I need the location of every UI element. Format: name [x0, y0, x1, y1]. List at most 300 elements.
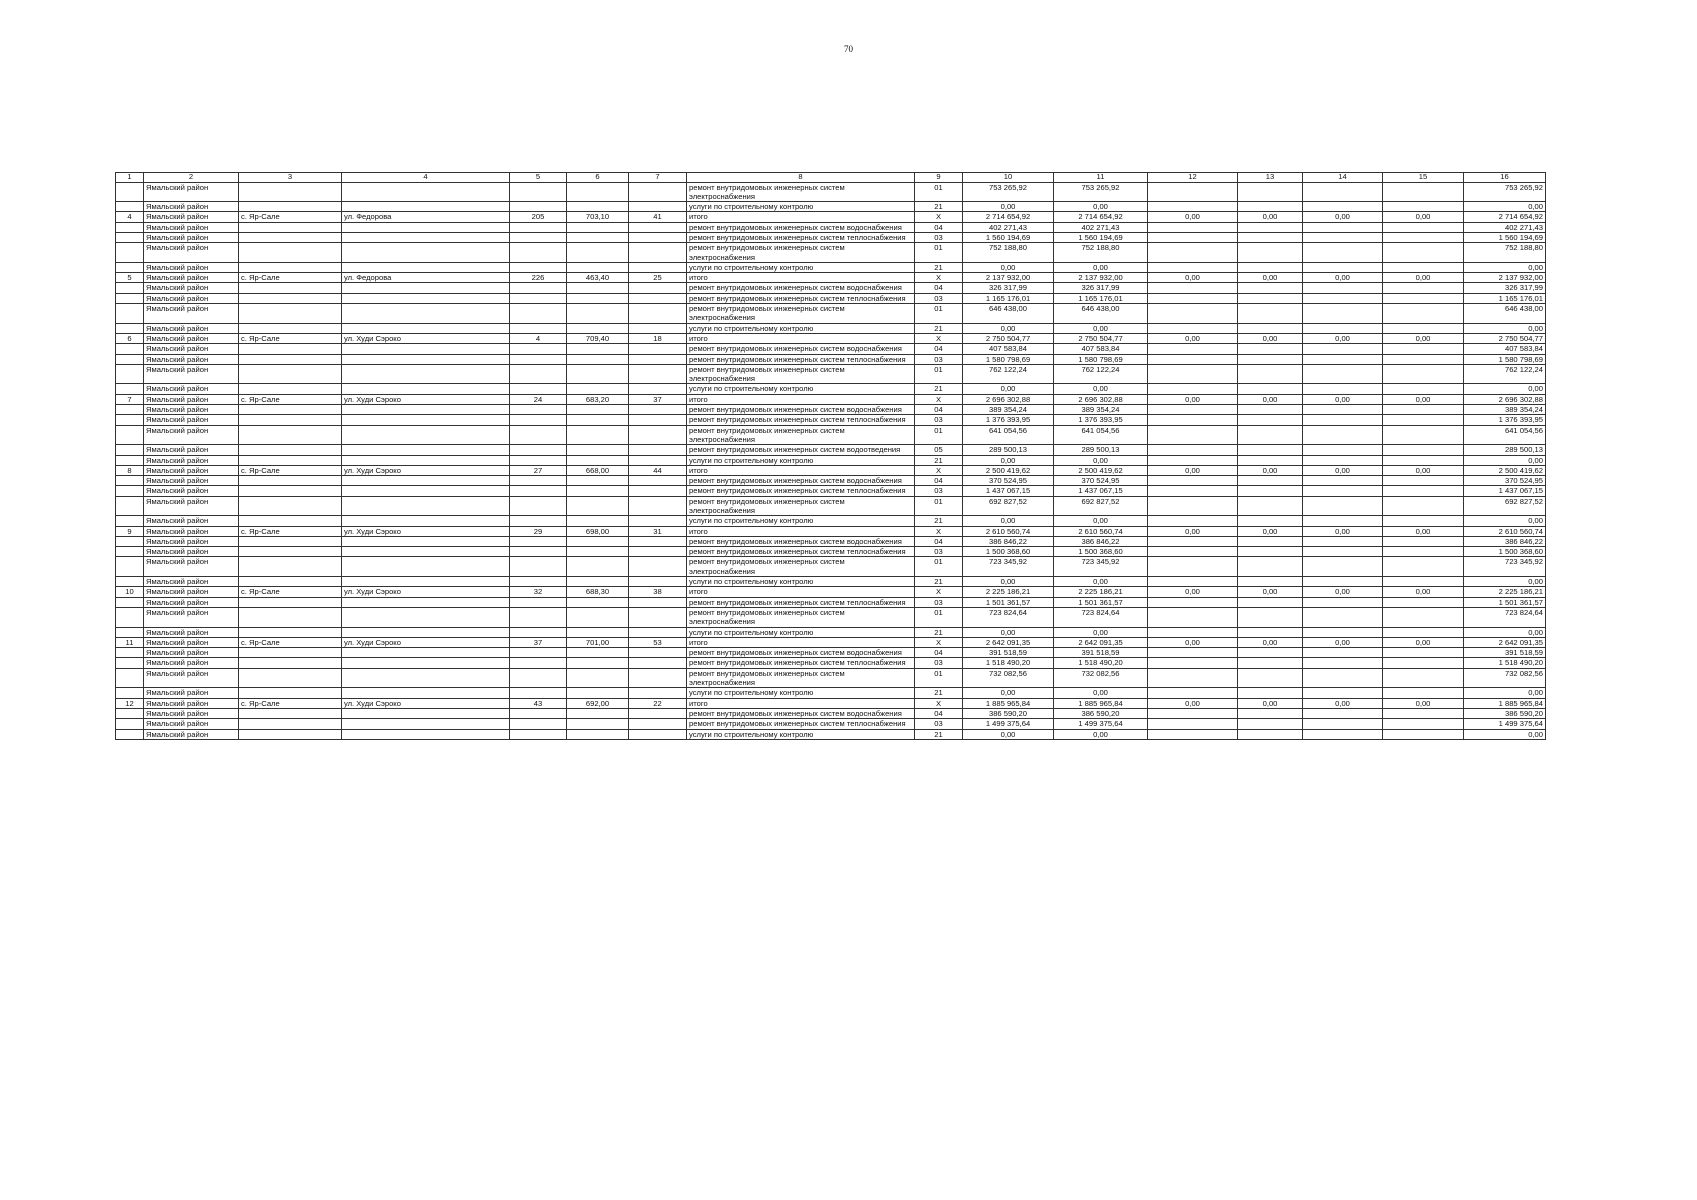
cell-work-type: ремонт внутридомовых инженерных систем теплоснабжения — [687, 232, 915, 242]
cell-cost-col-16: 723 824,64 — [1464, 607, 1546, 627]
cell-house-number — [510, 627, 567, 637]
cell-settlement — [239, 304, 342, 324]
cell-area — [567, 607, 629, 627]
cell-cost-col-13 — [1238, 455, 1303, 465]
cell-fund-cost: 1 518 490,20 — [1054, 658, 1148, 668]
cell-street — [342, 262, 510, 272]
cell-cost-col-14: 0,00 — [1303, 465, 1383, 475]
cell-cost-col-14: 0,00 — [1303, 212, 1383, 222]
cell-settlement: с. Яр-Сале — [239, 273, 342, 283]
cell-cost-col-14 — [1303, 648, 1383, 658]
cell-residents — [629, 354, 687, 364]
cell-area — [567, 243, 629, 263]
cell-row-number — [116, 688, 144, 698]
cell-row-number — [116, 658, 144, 668]
cell-cost-col-12 — [1148, 597, 1238, 607]
cell-cost-col-12 — [1148, 384, 1238, 394]
cell-work-type: ремонт внутридомовых инженерных систем теплоснабжения — [687, 658, 915, 668]
cell-total-cost: 2 642 091,35 — [963, 637, 1054, 647]
cell-cost-col-13: 0,00 — [1238, 698, 1303, 708]
cell-total-cost: 723 824,64 — [963, 607, 1054, 627]
cell-area: 698,00 — [567, 526, 629, 536]
cell-total-cost: 1 500 368,60 — [963, 547, 1054, 557]
cell-work-type: услуги по строительному контролю — [687, 384, 915, 394]
cell-cost-col-12 — [1148, 729, 1238, 739]
cell-work-code: X — [915, 526, 963, 536]
cell-residents — [629, 344, 687, 354]
cell-house-number: 29 — [510, 526, 567, 536]
cell-cost-col-15 — [1383, 323, 1464, 333]
cell-district: Ямальский район — [144, 496, 239, 516]
cell-settlement — [239, 293, 342, 303]
cell-fund-cost: 1 500 368,60 — [1054, 547, 1148, 557]
cell-area — [567, 354, 629, 364]
cell-area — [567, 425, 629, 445]
cell-work-code: 21 — [915, 323, 963, 333]
cell-fund-cost: 0,00 — [1054, 688, 1148, 698]
table-row — [116, 273, 1546, 283]
cell-cost-col-14 — [1303, 536, 1383, 546]
cell-cost-col-15 — [1383, 405, 1464, 415]
cell-work-type: ремонт внутридомовых инженерных систем электроснабжения — [687, 607, 915, 627]
cell-cost-col-12 — [1148, 455, 1238, 465]
cell-street: ул. Худи Сэроко — [342, 698, 510, 708]
cell-work-type: услуги по строительному контролю — [687, 323, 915, 333]
cell-work-code: 21 — [915, 455, 963, 465]
column-number-row — [116, 173, 1546, 183]
cell-residents — [629, 708, 687, 718]
table-row — [116, 465, 1546, 475]
table-row — [116, 333, 1546, 343]
cell-street — [342, 658, 510, 668]
cell-work-type: ремонт внутридомовых инженерных систем электроснабжения — [687, 557, 915, 577]
cell-cost-col-15: 0,00 — [1383, 212, 1464, 222]
cell-house-number — [510, 688, 567, 698]
cell-street — [342, 304, 510, 324]
cell-work-type: ремонт внутридомовых инженерных систем теплоснабжения — [687, 547, 915, 557]
cell-cost-col-13 — [1238, 232, 1303, 242]
cell-row-number — [116, 557, 144, 577]
cell-row-number: 12 — [116, 698, 144, 708]
cell-district: Ямальский район — [144, 627, 239, 637]
table-row — [116, 637, 1546, 647]
cell-cost-col-13 — [1238, 405, 1303, 415]
cell-street — [342, 202, 510, 212]
cell-row-number — [116, 496, 144, 516]
cell-cost-col-14: 0,00 — [1303, 394, 1383, 404]
cell-area — [567, 516, 629, 526]
cell-area — [567, 405, 629, 415]
cell-row-number — [116, 597, 144, 607]
cell-settlement — [239, 405, 342, 415]
cell-cost-col-16: 2 714 654,92 — [1464, 212, 1546, 222]
cell-house-number — [510, 668, 567, 688]
cell-house-number — [510, 262, 567, 272]
cell-fund-cost: 0,00 — [1054, 202, 1148, 212]
column-number-1: 1 — [116, 173, 144, 183]
cell-fund-cost: 2 610 560,74 — [1054, 526, 1148, 536]
cell-cost-col-13 — [1238, 202, 1303, 212]
cell-cost-col-13 — [1238, 222, 1303, 232]
cell-residents — [629, 283, 687, 293]
cell-cost-col-13 — [1238, 243, 1303, 263]
cell-cost-col-15 — [1383, 607, 1464, 627]
cell-street — [342, 425, 510, 445]
cell-settlement — [239, 547, 342, 557]
cell-area — [567, 384, 629, 394]
cell-row-number — [116, 202, 144, 212]
cell-cost-col-16: 2 696 302,88 — [1464, 394, 1546, 404]
cell-work-type: итого — [687, 333, 915, 343]
cell-work-type: итого — [687, 212, 915, 222]
cell-row-number — [116, 323, 144, 333]
table-row — [116, 587, 1546, 597]
cell-work-code: 21 — [915, 262, 963, 272]
cell-row-number — [116, 222, 144, 232]
cell-fund-cost: 752 188,80 — [1054, 243, 1148, 263]
cell-total-cost: 1 437 067,15 — [963, 486, 1054, 496]
column-number-15: 15 — [1383, 173, 1464, 183]
cell-cost-col-15 — [1383, 304, 1464, 324]
cell-area — [567, 293, 629, 303]
table-row — [116, 415, 1546, 425]
cell-work-code: 01 — [915, 557, 963, 577]
cell-total-cost: 2 500 419,62 — [963, 465, 1054, 475]
cell-settlement — [239, 516, 342, 526]
cell-street — [342, 547, 510, 557]
cell-settlement — [239, 354, 342, 364]
cell-house-number — [510, 405, 567, 415]
cell-cost-col-12 — [1148, 445, 1238, 455]
cell-cost-col-16: 753 265,92 — [1464, 182, 1546, 202]
cell-area: 668,00 — [567, 465, 629, 475]
cell-area — [567, 536, 629, 546]
cell-cost-col-13 — [1238, 597, 1303, 607]
cell-street: ул. Федорова — [342, 273, 510, 283]
cell-work-code: 05 — [915, 445, 963, 455]
cell-cost-col-14 — [1303, 222, 1383, 232]
cell-total-cost: 0,00 — [963, 577, 1054, 587]
cell-house-number — [510, 486, 567, 496]
cell-district: Ямальский район — [144, 648, 239, 658]
cell-work-type: услуги по строительному контролю — [687, 516, 915, 526]
cell-work-code: 03 — [915, 486, 963, 496]
cell-total-cost: 1 885 965,84 — [963, 698, 1054, 708]
cell-cost-col-12 — [1148, 476, 1238, 486]
cell-residents — [629, 607, 687, 627]
cell-house-number: 24 — [510, 394, 567, 404]
cell-work-code: 04 — [915, 222, 963, 232]
cell-fund-cost: 1 560 194,69 — [1054, 232, 1148, 242]
cell-settlement: с. Яр-Сале — [239, 465, 342, 475]
cell-cost-col-16: 386 590,20 — [1464, 708, 1546, 718]
cell-cost-col-12 — [1148, 293, 1238, 303]
cell-area: 688,30 — [567, 587, 629, 597]
cell-house-number — [510, 536, 567, 546]
cell-street — [342, 354, 510, 364]
cell-total-cost: 2 225 186,21 — [963, 587, 1054, 597]
cell-cost-col-15 — [1383, 222, 1464, 232]
cell-street: ул. Худи Сэроко — [342, 333, 510, 343]
table-row — [116, 526, 1546, 536]
cell-cost-col-12 — [1148, 577, 1238, 587]
cell-work-code: X — [915, 637, 963, 647]
cell-area — [567, 557, 629, 577]
cell-district: Ямальский район — [144, 182, 239, 202]
page-number: 70 — [844, 44, 853, 54]
cell-settlement — [239, 364, 342, 384]
cell-work-code: X — [915, 212, 963, 222]
cell-cost-col-12: 0,00 — [1148, 333, 1238, 343]
cell-district: Ямальский район — [144, 283, 239, 293]
column-number-3: 3 — [239, 173, 342, 183]
cell-cost-col-15: 0,00 — [1383, 273, 1464, 283]
cell-district: Ямальский район — [144, 547, 239, 557]
cell-area — [567, 232, 629, 242]
cell-area: 709,40 — [567, 333, 629, 343]
cell-work-type: итого — [687, 637, 915, 647]
cell-work-type: итого — [687, 465, 915, 475]
cell-district: Ямальский район — [144, 607, 239, 627]
cell-area — [567, 577, 629, 587]
cell-total-cost: 1 165 176,01 — [963, 293, 1054, 303]
cell-cost-col-12 — [1148, 323, 1238, 333]
cell-district: Ямальский район — [144, 597, 239, 607]
cell-cost-col-12 — [1148, 516, 1238, 526]
cell-cost-col-13 — [1238, 182, 1303, 202]
cell-cost-col-16: 1 560 194,69 — [1464, 232, 1546, 242]
cell-cost-col-15 — [1383, 516, 1464, 526]
cell-district: Ямальский район — [144, 577, 239, 587]
cell-cost-col-12 — [1148, 688, 1238, 698]
cell-cost-col-12 — [1148, 405, 1238, 415]
cell-cost-col-15 — [1383, 476, 1464, 486]
cell-total-cost: 1 580 798,69 — [963, 354, 1054, 364]
cell-work-code: X — [915, 333, 963, 343]
cell-cost-col-13 — [1238, 425, 1303, 445]
cell-work-type: ремонт внутридомовых инженерных систем электроснабжения — [687, 496, 915, 516]
cell-street: ул. Худи Сэроко — [342, 637, 510, 647]
table-row — [116, 202, 1546, 212]
cell-house-number — [510, 658, 567, 668]
cell-residents — [629, 729, 687, 739]
cell-street — [342, 232, 510, 242]
cell-cost-col-16: 646 438,00 — [1464, 304, 1546, 324]
cell-cost-col-14 — [1303, 516, 1383, 526]
cell-cost-col-15 — [1383, 283, 1464, 293]
cell-fund-cost: 0,00 — [1054, 323, 1148, 333]
cell-cost-col-15 — [1383, 597, 1464, 607]
cell-work-code: 21 — [915, 729, 963, 739]
cell-fund-cost: 0,00 — [1054, 384, 1148, 394]
cell-fund-cost: 2 714 654,92 — [1054, 212, 1148, 222]
cell-row-number — [116, 243, 144, 263]
cell-area — [567, 364, 629, 384]
cell-residents — [629, 486, 687, 496]
cell-cost-col-14 — [1303, 283, 1383, 293]
cell-total-cost: 0,00 — [963, 202, 1054, 212]
cell-area — [567, 445, 629, 455]
table-row — [116, 283, 1546, 293]
cell-work-code: 01 — [915, 182, 963, 202]
cell-row-number — [116, 445, 144, 455]
cell-work-code: 03 — [915, 232, 963, 242]
cell-cost-col-14 — [1303, 405, 1383, 415]
cell-cost-col-13: 0,00 — [1238, 273, 1303, 283]
cell-total-cost: 407 583,84 — [963, 344, 1054, 354]
cell-house-number — [510, 425, 567, 445]
table-row — [116, 627, 1546, 637]
cell-residents: 37 — [629, 394, 687, 404]
cell-total-cost: 0,00 — [963, 688, 1054, 698]
cell-row-number — [116, 577, 144, 587]
cell-settlement — [239, 476, 342, 486]
cell-area — [567, 455, 629, 465]
cell-settlement — [239, 243, 342, 263]
cell-residents — [629, 688, 687, 698]
cell-street — [342, 708, 510, 718]
cell-total-cost: 1 499 375,64 — [963, 719, 1054, 729]
cell-row-number — [116, 476, 144, 486]
cell-row-number — [116, 293, 144, 303]
cell-work-code: 03 — [915, 719, 963, 729]
cell-cost-col-14 — [1303, 557, 1383, 577]
cell-cost-col-15: 0,00 — [1383, 394, 1464, 404]
cell-street — [342, 364, 510, 384]
cell-cost-col-16: 1 501 361,57 — [1464, 597, 1546, 607]
cell-residents — [629, 222, 687, 232]
cell-cost-col-15 — [1383, 496, 1464, 516]
cell-work-type: услуги по строительному контролю — [687, 455, 915, 465]
cell-work-code: 04 — [915, 648, 963, 658]
cell-street — [342, 668, 510, 688]
cell-street — [342, 627, 510, 637]
cell-work-type: итого — [687, 587, 915, 597]
table-row — [116, 476, 1546, 486]
cell-area — [567, 658, 629, 668]
cell-area — [567, 688, 629, 698]
cell-residents — [629, 547, 687, 557]
table-row — [116, 455, 1546, 465]
cell-settlement — [239, 597, 342, 607]
cell-fund-cost: 732 082,56 — [1054, 668, 1148, 688]
cell-settlement — [239, 719, 342, 729]
cell-residents: 44 — [629, 465, 687, 475]
cell-cost-col-13 — [1238, 516, 1303, 526]
cell-settlement — [239, 344, 342, 354]
cell-residents — [629, 496, 687, 516]
table-row — [116, 698, 1546, 708]
cell-cost-col-15 — [1383, 243, 1464, 263]
cell-cost-col-12 — [1148, 222, 1238, 232]
cell-cost-col-15 — [1383, 354, 1464, 364]
cell-district: Ямальский район — [144, 273, 239, 283]
cell-total-cost: 0,00 — [963, 627, 1054, 637]
cell-settlement — [239, 486, 342, 496]
repair-register-table — [115, 172, 1546, 740]
cell-fund-cost: 1 165 176,01 — [1054, 293, 1148, 303]
cell-settlement: с. Яр-Сале — [239, 587, 342, 597]
table-row — [116, 719, 1546, 729]
cell-row-number — [116, 708, 144, 718]
cell-house-number — [510, 597, 567, 607]
cell-cost-col-14 — [1303, 688, 1383, 698]
table-row — [116, 243, 1546, 263]
cell-district: Ямальский район — [144, 232, 239, 242]
cell-house-number: 4 — [510, 333, 567, 343]
cell-area — [567, 283, 629, 293]
cell-cost-col-13 — [1238, 354, 1303, 364]
cell-cost-col-16: 1 499 375,64 — [1464, 719, 1546, 729]
cell-fund-cost: 646 438,00 — [1054, 304, 1148, 324]
cell-cost-col-15 — [1383, 648, 1464, 658]
cell-total-cost: 2 750 504,77 — [963, 333, 1054, 343]
cell-cost-col-13: 0,00 — [1238, 465, 1303, 475]
cell-cost-col-12: 0,00 — [1148, 273, 1238, 283]
cell-district: Ямальский район — [144, 364, 239, 384]
cell-residents — [629, 577, 687, 587]
cell-row-number: 7 — [116, 394, 144, 404]
cell-cost-col-15 — [1383, 729, 1464, 739]
cell-cost-col-16: 0,00 — [1464, 262, 1546, 272]
cell-settlement — [239, 425, 342, 445]
cell-street — [342, 597, 510, 607]
cell-cost-col-13 — [1238, 496, 1303, 516]
cell-cost-col-16: 389 354,24 — [1464, 405, 1546, 415]
table-row — [116, 394, 1546, 404]
cell-cost-col-13 — [1238, 577, 1303, 587]
cell-cost-col-15 — [1383, 708, 1464, 718]
cell-cost-col-15 — [1383, 445, 1464, 455]
cell-total-cost: 1 518 490,20 — [963, 658, 1054, 668]
cell-area — [567, 182, 629, 202]
cell-fund-cost: 1 437 067,15 — [1054, 486, 1148, 496]
cell-cost-col-12 — [1148, 304, 1238, 324]
cell-work-code: X — [915, 465, 963, 475]
column-number-5: 5 — [510, 173, 567, 183]
cell-area — [567, 597, 629, 607]
cell-residents: 31 — [629, 526, 687, 536]
cell-row-number — [116, 455, 144, 465]
cell-total-cost: 289 500,13 — [963, 445, 1054, 455]
table-row — [116, 354, 1546, 364]
cell-fund-cost: 326 317,99 — [1054, 283, 1148, 293]
cell-house-number — [510, 384, 567, 394]
cell-residents — [629, 415, 687, 425]
cell-district: Ямальский район — [144, 486, 239, 496]
cell-cost-col-16: 0,00 — [1464, 384, 1546, 394]
cell-street — [342, 688, 510, 698]
cell-work-type: итого — [687, 394, 915, 404]
cell-cost-col-13 — [1238, 262, 1303, 272]
cell-work-type: ремонт внутридомовых инженерных систем теплоснабжения — [687, 293, 915, 303]
cell-street — [342, 384, 510, 394]
cell-cost-col-14 — [1303, 719, 1383, 729]
cell-district: Ямальский район — [144, 425, 239, 445]
cell-total-cost: 389 354,24 — [963, 405, 1054, 415]
cell-residents — [629, 262, 687, 272]
cell-district: Ямальский район — [144, 658, 239, 668]
cell-district: Ямальский район — [144, 526, 239, 536]
cell-street — [342, 445, 510, 455]
cell-work-type: ремонт внутридомовых инженерных систем электроснабжения — [687, 425, 915, 445]
cell-cost-col-12 — [1148, 557, 1238, 577]
cell-fund-cost: 386 590,20 — [1054, 708, 1148, 718]
cell-house-number: 205 — [510, 212, 567, 222]
cell-work-type: ремонт внутридомовых инженерных систем теплоснабжения — [687, 354, 915, 364]
cell-residents: 22 — [629, 698, 687, 708]
cell-work-type: итого — [687, 526, 915, 536]
